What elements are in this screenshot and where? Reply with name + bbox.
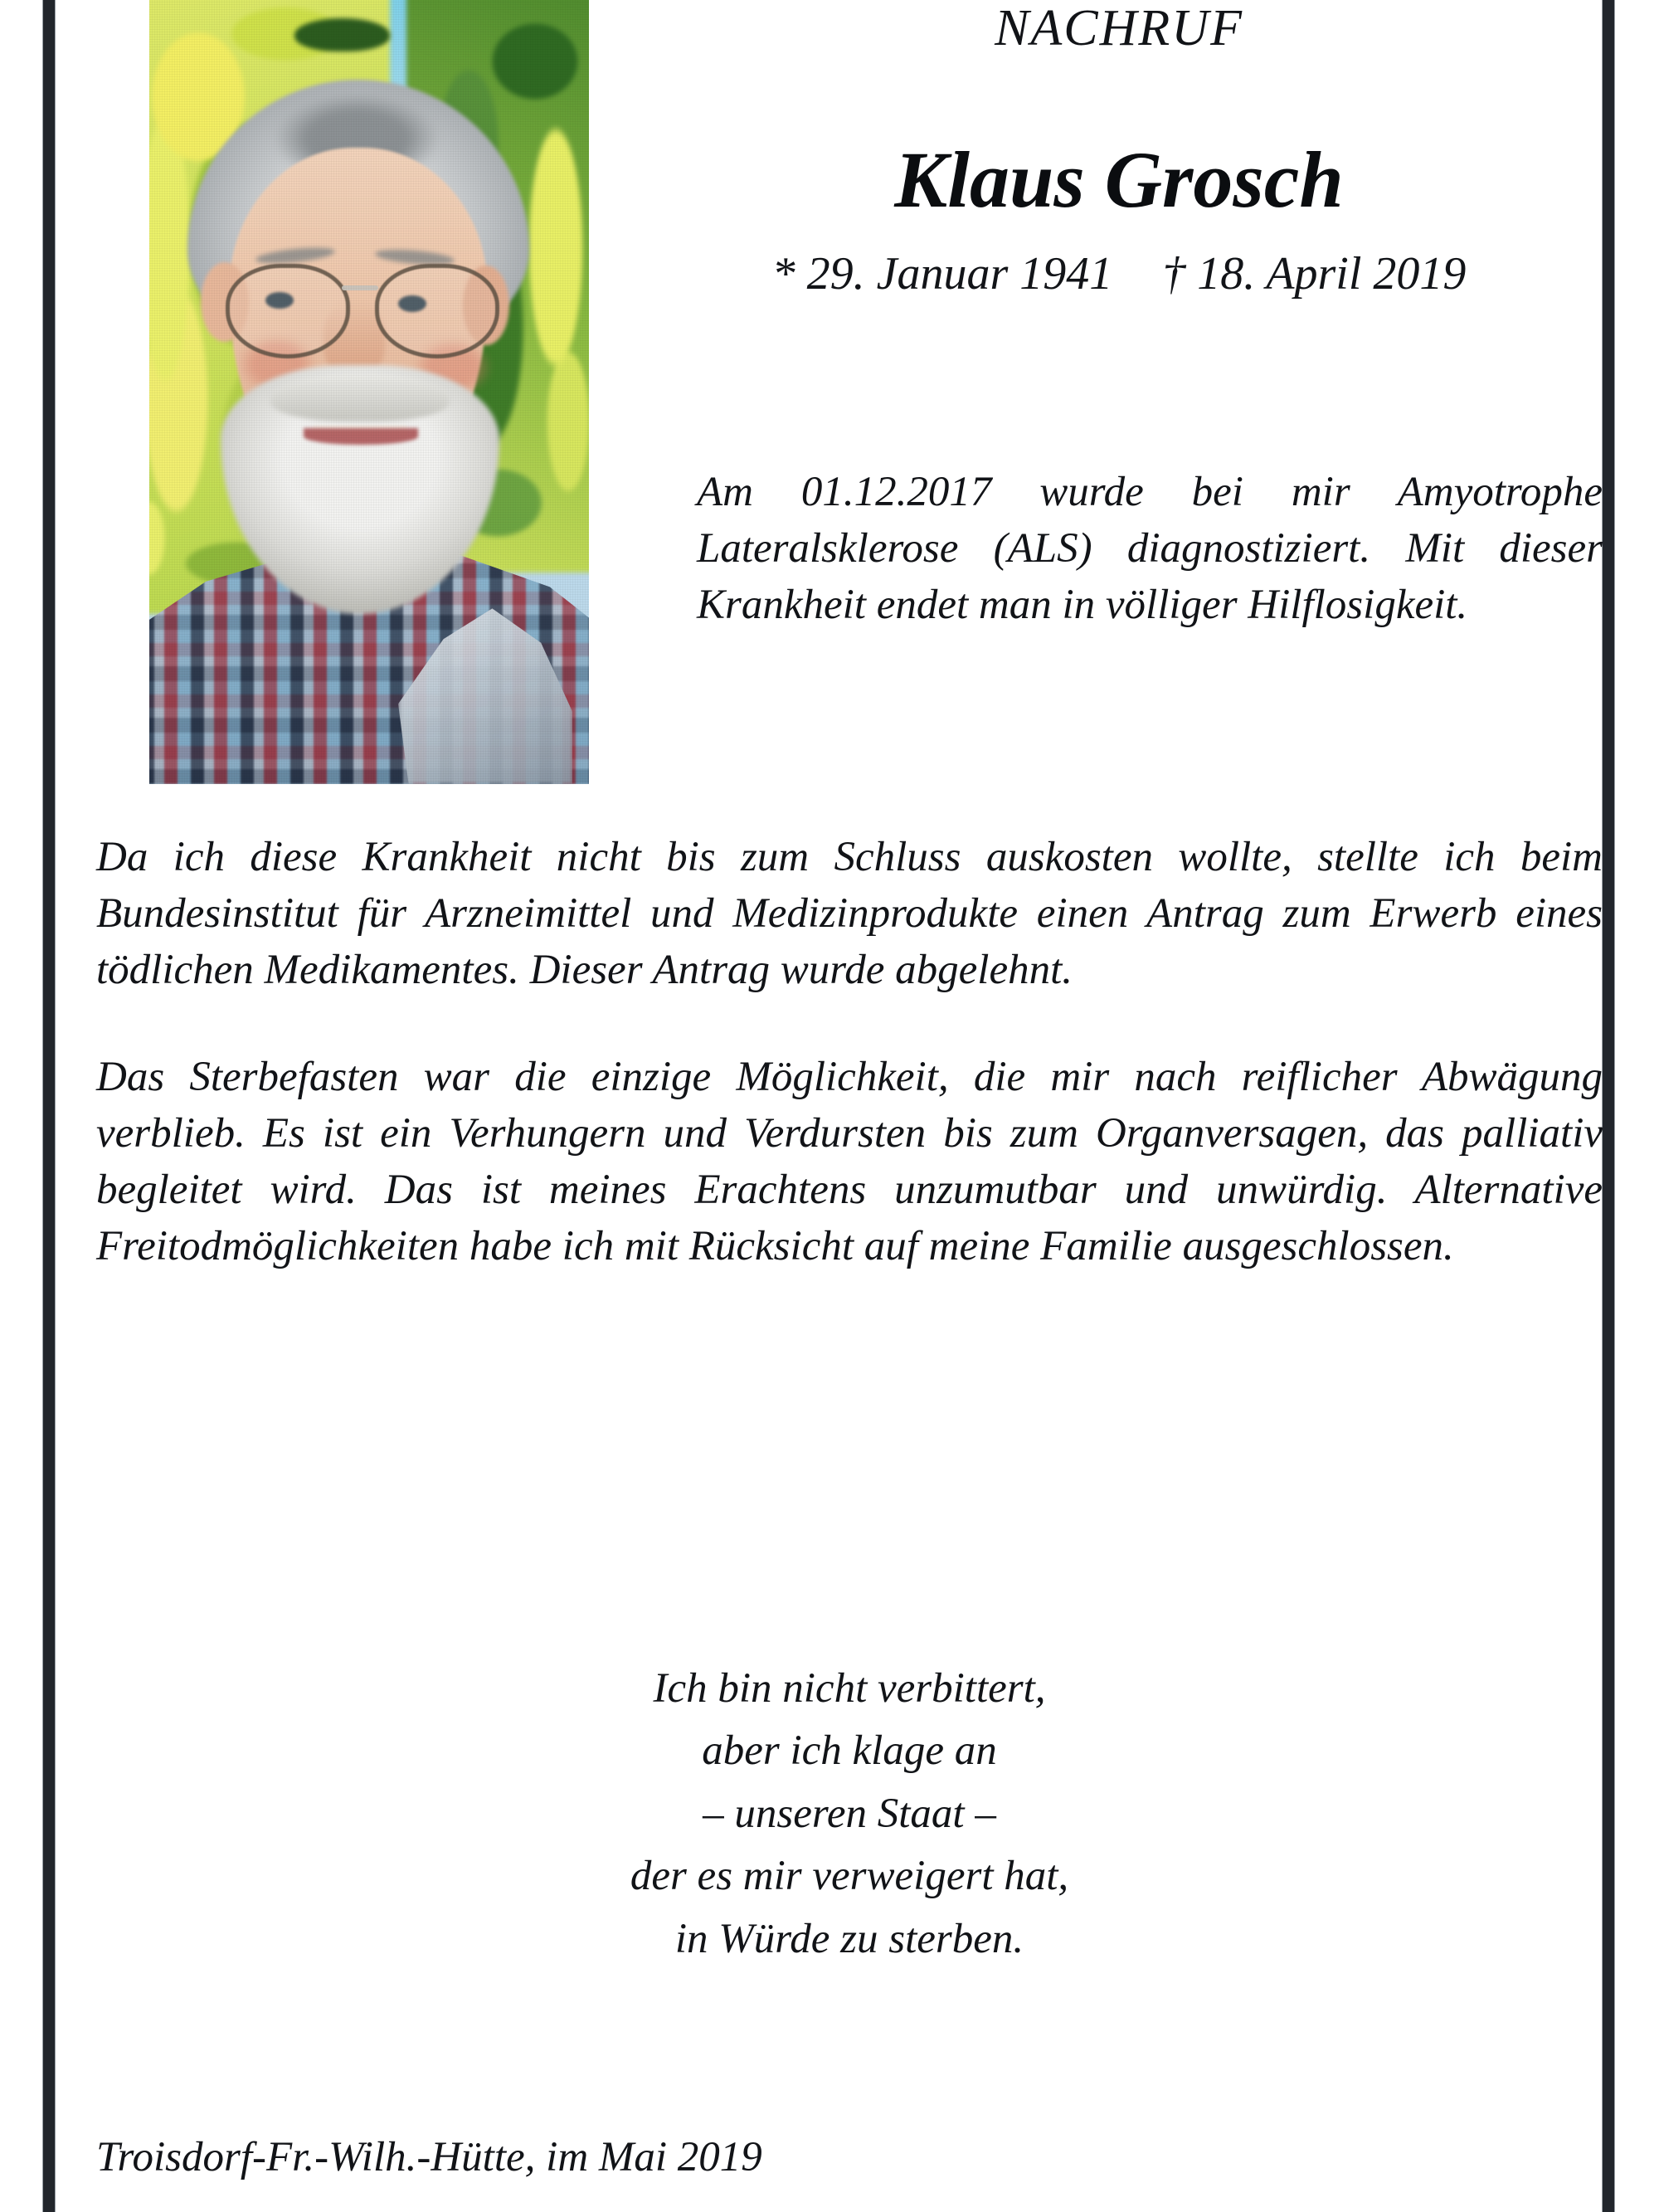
verse-line: in Würde zu sterben. [674,1915,1024,1962]
photo-moustache [270,375,450,421]
photo-glasses-lens-left [226,264,350,358]
verse-line: der es mir verweigert hat, [630,1853,1069,1900]
portrait-photo [149,0,589,784]
closing-verse [96,1658,1603,1971]
photo-glasses [221,264,494,355]
photo-glasses-lens-right [375,264,499,358]
photo-dark-foliage-tuft [294,18,390,51]
life-dates [635,222,1603,300]
body-paragraph-2: Das Sterbefasten war die einzige Möglichkeit, die mir nach reiflicher Abwägung verblieb. Es ist ein Verhungern und Verdursten bis zum Organversagen, das palliativ begleitet wird. Das ist meines Erachtens unzumutbar und unwürdig. Alternative Freitodmöglichkeiten habe ich mit Rücksicht auf meine Familie ausgeschlossen. [96,1054,1603,1269]
photo-glasses-bridge [342,285,378,290]
place-and-date: Troisdorf-Fr.-Wilh.-Hütte, im Mai 2019 [96,2134,762,2180]
page-border-right [1603,0,1614,2212]
page-content [55,0,1603,2212]
verse-line: aber ich klage an [702,1727,997,1775]
intro-paragraph: Am 01.12.2017 wurde bei mir Amyotrophe Lateralsklerose (ALS) diagnostiziert. Mit dieser Krankheit endet man in völliger Hilflosigkeit. [697,469,1603,628]
body-paragraph-1: Da ich diese Krankheit nicht bis zum Schluss auskosten wollte, stellte ich beim Bundesinstitut für Arzneimittel und Medizinprodukte einen Antrag zum Erwerb eines tödlichen Medikamentes. Dieser Antrag wurde abgelehnt. [96,834,1603,993]
page-border-left [43,0,55,2212]
photo-scene [149,0,589,784]
birth-date: * 29. Januar 1941 [771,247,1113,300]
title-column [635,0,1603,300]
deceased-name: Klaus Grosch [894,135,1344,225]
verse-line: – unseren Staat – [703,1790,996,1837]
death-date: † 18. April 2019 [1162,247,1467,300]
verse-line: Ich bin nicht verbittert, [653,1665,1046,1712]
body-text-block [96,830,1603,1275]
photo-mouth [304,428,418,445]
header-block [55,0,1603,797]
obituary-heading: NACHRUF [995,0,1243,56]
